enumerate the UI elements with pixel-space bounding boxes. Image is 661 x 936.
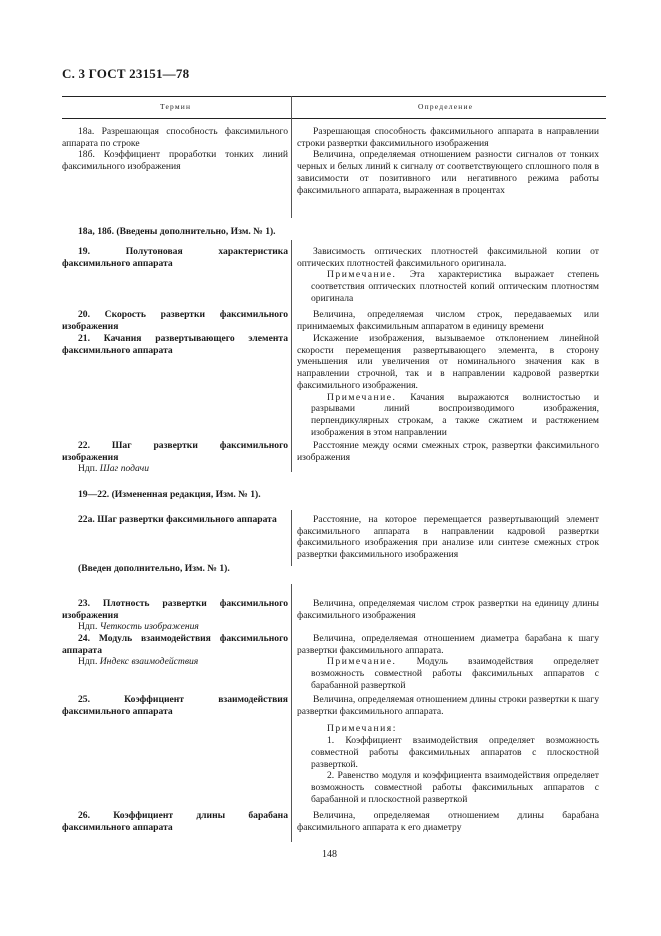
column-divider — [291, 510, 292, 566]
definition-20: Величина, определяемая числом строк, передаваемых или принимаемых факсимильным аппаратом в единицу времени — [297, 309, 599, 332]
column-divider — [291, 240, 292, 472]
term-18a: 18а. Разрешающая способность факсимильного аппарата по строке — [62, 126, 288, 149]
term-20: 20. Скорость развертки факсимильного изображения — [62, 309, 288, 332]
note-25-1: 1. Коэффициент взаимодействия определяет возможность совместной работы факсимильных аппаратов с плоскостной разверткой. — [311, 735, 599, 770]
ndp-24: Ндп. Индекс взаимодействия — [78, 656, 199, 668]
definition-18a: Разрешающая способность факсимильного аппарата в направлении строки развертки факсимильного изображения — [297, 126, 599, 149]
definition-19: Зависимость оптических плотностей факсимильной копии от оптических плотностей факсимильного оригинала. Примечание. Эта характеристика выражает степень соответствия оптических плотностей копий оптическим плотностям оригинала — [297, 246, 599, 304]
definition-26: Величина, определяемая отношением длины барабана факсимильного аппарата к его диаметру — [297, 810, 599, 833]
definition-25: Величина, определяемая отношением длины строки развертки к шагу развертки факсимильного аппарата. Примечания: 1. Коэффициент взаимодействия определяет возможность совместной работы факсимильных аппаратов с плоскостной разверткой. 2. Равенство модуля и коэффициента взаимодействия определяет возможность совместной работы факсимильных аппаратов с барабанной и плоскостной разверткой — [297, 694, 599, 805]
term-24: 24. Модуль взаимодействия факсимильного аппарата Ндп. Индекс взаимодействия — [62, 633, 288, 668]
term-22: 22. Шаг развертки факсимильного изображения Ндп. Шаг подачи — [62, 440, 288, 475]
note-19: Примечание. Эта характеристика выражает степень соответствия оптических плотностей копий оптическим плотностям оригинала — [311, 269, 599, 304]
amendment-note-19-22: 19—22. (Измененная редакция, Изм. № 1). — [78, 489, 261, 500]
term-block-18a-18b — [62, 126, 288, 173]
definition-block-18a-18b — [297, 126, 599, 196]
term-23: 23. Плотность развертки факсимильного изображения Ндп. Четкость изображения — [62, 598, 288, 633]
term-26: 26. Коэффициент длины барабана факсимильного аппарата — [62, 810, 288, 833]
term-21: 21. Качания развертывающего элемента факсимильного аппарата — [62, 333, 288, 356]
column-header-term: Термин — [160, 102, 192, 111]
definition-23: Величина, определяемая числом строк развертки на единицу длины факсимильного изображения — [297, 598, 599, 621]
term-19: 19. Полутоновая характеристика факсимильного аппарата — [62, 246, 288, 269]
note-24: Примечание. Модуль взаимодействия определяет возможность совместной работы факсимильных аппаратов с барабанной разверткой — [311, 656, 599, 691]
notes-25-label: Примечания: — [327, 723, 397, 735]
definition-21: Искажение изображения, вызываемое отклонением линейной скорости перемещения развертывающего элемента, в сторону уменьшения или увеличения от номинального значения как в направлении строчной, так и в направлении кадровой развертки факсимильного изображения. Примечание. Качания выражаются волнистостью и разрывами линий воспроизводимого изображения, перпендикулярных строкам, а также сжатием и растяжением изображения в этом направлении — [297, 333, 599, 438]
definition-22a: Расстояние, на которое перемещается развертывающий элемент факсимильного аппарата в направлении кадровой развертки факсимильного изображения при анализе или синтезе смежных строк развертки факсимильного изображения — [297, 514, 599, 561]
ndp-22: Ндп. Шаг подачи — [78, 463, 150, 475]
column-header-definition: Определение — [418, 102, 474, 111]
term-18b: 18б. Коэффициент проработки тонких линий факсимильного изображения — [62, 149, 288, 173]
definition-24: Величина, определяемая отношением диаметра барабана к шагу развертки факсимильного аппарата. Примечание. Модуль взаимодействия определяет возможность совместной работы факсимильных аппаратов с барабанной разверткой — [297, 633, 599, 691]
amendment-note-18: 18а, 18б. (Введены дополнительно, Изм. № 1). — [78, 226, 276, 237]
table-top-rule — [62, 96, 606, 97]
note-25-2: 2. Равенство модуля и коэффициента взаимодействия определяет возможность совместной работы факсимильных аппаратов с барабанной и плоскостной разверткой — [311, 770, 599, 805]
amendment-note-22a: (Введен дополнительно, Изм. № 1). — [78, 563, 230, 574]
definition-22: Расстояние между осями смежных строк, развертки факсимильного изображения — [297, 440, 599, 463]
ndp-23: Ндп. Четкость изображения — [78, 621, 199, 633]
definition-18b: Величина, определяемая отношением разности сигналов от тонких черных и белых линий к сигналу от соответствующего сплошного поля в зависимости от позитивного или негативного режима работы факсимильного аппарата, выраженная в процентах — [297, 149, 599, 196]
table-header-rule — [62, 118, 606, 119]
note-21: Примечание. Качания выражаются волнистостью и разрывами линий воспроизводимого изображения, перпендикулярных строкам, а также сжатием и растяжением изображения в этом направлении — [311, 391, 599, 438]
page-header: С. 3 ГОСТ 23151—78 — [62, 66, 190, 81]
page-number: 148 — [322, 849, 337, 860]
term-22a: 22а. Шаг развертки факсимильного аппарата — [78, 514, 277, 525]
column-divider — [291, 96, 292, 118]
column-divider — [291, 584, 292, 842]
term-25: 25. Коэффициент взаимодействия факсимильного аппарата — [62, 694, 288, 717]
column-divider — [291, 118, 292, 218]
